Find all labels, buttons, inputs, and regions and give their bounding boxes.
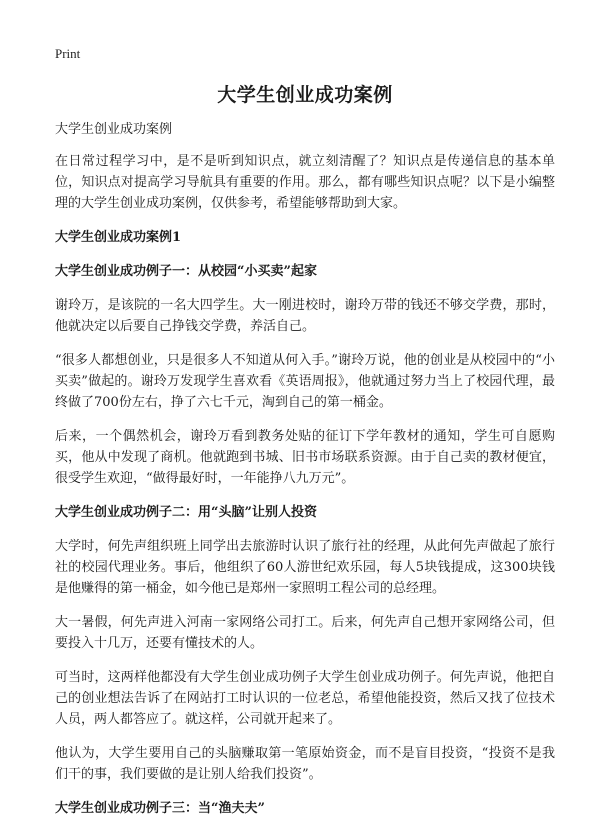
paragraph: 大一暑假，何先声进入河南一家网络公司打工。后来，何先声自己想开家网络公司，但要投入十几万，还要有懂技术的人。 — [55, 615, 555, 651]
example-heading-3: 大学生创业成功例子三：当“渔夫夫” — [55, 801, 265, 816]
print-link[interactable]: Print — [55, 46, 81, 61]
example-heading-1: 大学生创业成功例子一：从校园“小买卖”起家 — [55, 264, 317, 279]
intro-paragraph: 在日常过程学习中，是不是听到知识点，就立刻清醒了？知识点是传递信息的基本单位，知识点对提高学习导航具有重要的作用。那么，都有哪些知识点呢？以下是小编整理的大学生创业成功案例，仅供参考，希望能够帮助到大家。 — [55, 154, 555, 211]
paragraph: 谢玲万，是该院的一名大四学生。大一刚进校时，谢玲万带的钱还不够交学费，那时，他就决定以后要自己挣钱交学费，养活自己。 — [55, 298, 555, 334]
article-body — [55, 119, 555, 832]
section-heading-1: 大学生创业成功案例1 — [55, 230, 182, 245]
subtitle-text: 大学生创业成功案例 — [55, 122, 173, 137]
paragraph: “很多人都想创业，只是很多人不知道从何入手。”谢玲万说，他的创业是从校园中的“小买卖”做起的。谢玲万发现学生喜欢看《英语周报》，他就通过努力当上了校园代理，最终做了700份左右，挣了六七千元，淘到自己的第一桶金。 — [55, 353, 555, 410]
paragraph: 可当时，这两样他都没有大学生创业成功例子大学生创业成功例子。何先声说，他把自己的创业想法告诉了在网站打工时认识的一位老总，希望他能投资，然后又找了位技术人员，两人都答应了。就这样，公司就开起来了。 — [55, 670, 555, 727]
paragraph: 后来，一个偶然机会，谢玲万看到教务处贴的征订下学年教材的通知，学生可自愿购买，他从中发现了商机。他就跑到书城、旧书市场联系资源。由于自己卖的教材便宜，很受学生欢迎，“做得最好时，一年能挣八九万元”。 — [55, 429, 555, 486]
paragraph: 他认为，大学生要用自己的头脑赚取第一笔原始资金，而不是盲目投资，“投资不是我们干的事，我们要做的是让别人给我们投资”。 — [55, 746, 555, 782]
example-heading-2: 大学生创业成功例子二：用“头脑”让别人投资 — [55, 505, 317, 520]
paragraph: 大学时，何先声组织班上同学出去旅游时认识了旅行社的经理，从此何先声做起了旅行社的校园代理业务。事后，他组织了60人游世纪欢乐园，每人5块钱提成，这300块钱是他赚得的第一桶金，如今他已是郑州一家照明工程公司的总经理。 — [55, 539, 555, 596]
page-title: 大学生创业成功案例 — [217, 84, 393, 106]
